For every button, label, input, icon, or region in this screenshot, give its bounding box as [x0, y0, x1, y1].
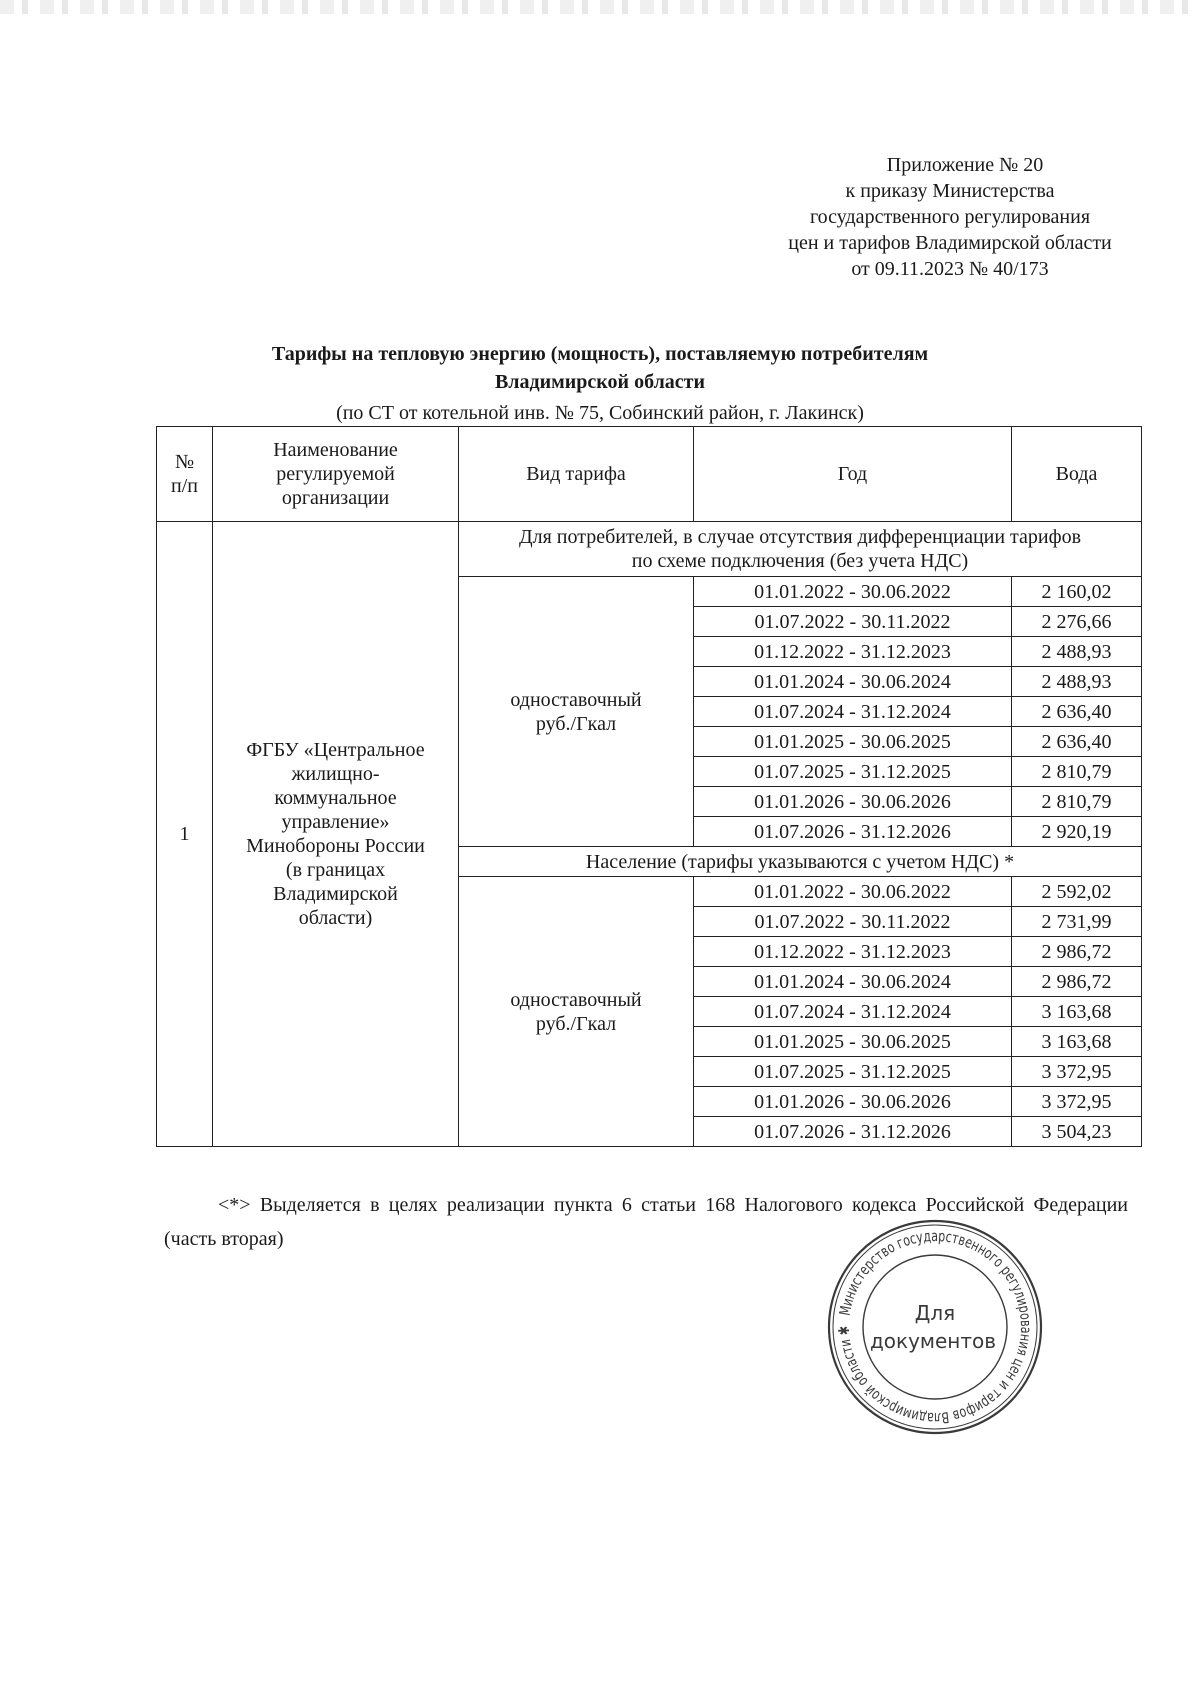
period-cell: 01.01.2026 - 30.06.2026	[694, 787, 1012, 817]
appendix-number: Приложение № 20	[886, 154, 1044, 176]
tariff-type-line-1: одноставочный	[510, 988, 642, 1011]
tariff-type-line-2: руб./Гкал	[535, 1012, 617, 1035]
period-cell: 01.12.2022 - 31.12.2023	[694, 937, 1012, 967]
header-year: Год	[694, 427, 1012, 522]
water-value-cell: 2 986,72	[1012, 937, 1142, 967]
period-cell: 01.01.2024 - 30.06.2024	[694, 967, 1012, 997]
organization-name-line: Владимирской	[273, 883, 398, 905]
organization-name-line: ФГБУ «Центральное	[246, 739, 425, 761]
water-value-cell: 2 276,66	[1012, 607, 1142, 637]
period-cell: 01.07.2026 - 31.12.2026	[694, 817, 1012, 847]
group-title-line-2: по схеме подключения (без учета НДС)	[631, 550, 969, 572]
seal-outer-ring	[829, 1221, 1041, 1433]
seal-center-line-2: документов	[869, 1329, 997, 1353]
footnote: <*> Выделяется в целях реализации пункта 6 статьи 168 Налогового кодекса Российской Федерации (часть вторая)	[164, 1194, 1128, 1250]
group-title	[459, 847, 1142, 877]
document-subtitle: (по СТ от котельной инв. № 75, Собинский район, г. Лакинск)	[336, 402, 864, 424]
period-cell: 01.07.2024 - 31.12.2024	[694, 997, 1012, 1027]
water-value-cell: 3 372,95	[1012, 1057, 1142, 1087]
tariff-type-line-1: одноставочный	[510, 688, 642, 711]
group-title	[459, 522, 1142, 577]
organization-name-line: области)	[298, 907, 373, 929]
header-number: № п/п	[157, 427, 213, 522]
water-value-cell: 2 160,02	[1012, 577, 1142, 607]
appendix-order-date: от 09.11.2023 № 40/173	[851, 258, 1049, 280]
period-cell: 01.01.2025 - 30.06.2025	[694, 1027, 1012, 1057]
water-value-cell: 3 504,23	[1012, 1117, 1142, 1147]
row-number: 1	[157, 522, 213, 1147]
period-cell: 01.01.2026 - 30.06.2026	[694, 1087, 1012, 1117]
water-value-cell: 3 163,68	[1012, 1027, 1142, 1057]
organization-name-line: жилищно-	[291, 763, 380, 785]
water-value-cell: 2 986,72	[1012, 967, 1142, 997]
organization-name-line: Минобороны России	[246, 835, 425, 857]
water-value-cell: 2 636,40	[1012, 727, 1142, 757]
period-cell: 01.07.2025 - 31.12.2025	[694, 1057, 1012, 1087]
water-value-cell: 2 488,93	[1012, 637, 1142, 667]
appendix-ministry-line: государственного регулирования	[809, 206, 1091, 228]
water-value-cell: 3 163,68	[1012, 997, 1142, 1027]
water-value-cell: 2 636,40	[1012, 697, 1142, 727]
water-value-cell: 2 731,99	[1012, 907, 1142, 937]
water-value-cell: 2 592,02	[1012, 877, 1142, 907]
water-value-cell: 3 372,95	[1012, 1087, 1142, 1117]
seal-ring-text: Министерство государственного регулирования цен и тарифов Владимирской области ✱	[834, 1226, 1036, 1428]
group-title-row	[157, 522, 1142, 577]
water-value-cell: 2 488,93	[1012, 667, 1142, 697]
document-title	[150, 340, 1050, 396]
water-value-cell: 2 810,79	[1012, 787, 1142, 817]
water-value-cell: 2 810,79	[1012, 757, 1142, 787]
period-cell: 01.01.2025 - 30.06.2025	[694, 727, 1012, 757]
appendix-ministry-line-2: цен и тарифов Владимирской области	[788, 232, 1112, 254]
period-cell: 01.01.2022 - 30.06.2022	[694, 877, 1012, 907]
period-cell: 01.07.2024 - 31.12.2024	[694, 697, 1012, 727]
period-cell: 01.07.2026 - 31.12.2026	[694, 1117, 1012, 1147]
period-cell: 01.12.2022 - 31.12.2023	[694, 637, 1012, 667]
official-seal	[824, 1216, 1046, 1438]
seal-center-line-1: Для	[914, 1301, 956, 1325]
document-title-line-1: Тарифы на тепловую энергию (мощность), поставляемую потребителям	[271, 343, 929, 365]
period-cell: 01.07.2025 - 31.12.2025	[694, 757, 1012, 787]
group-title-line-1: Для потребителей, в случае отсутствия дифференциации тарифов	[518, 526, 1082, 548]
scan-edge-artifact	[0, 0, 1200, 14]
header-water: Вода	[1012, 427, 1142, 522]
tariff-table	[156, 426, 1142, 1147]
tariff-type-line-2: руб./Гкал	[535, 712, 617, 735]
organization-name	[213, 522, 459, 1147]
water-value-cell: 2 920,19	[1012, 817, 1142, 847]
organization-name-line: коммунальное	[274, 787, 397, 809]
header-tariff-type: Вид тарифа	[459, 427, 694, 522]
period-cell: 01.07.2022 - 30.11.2022	[694, 607, 1012, 637]
period-cell: 01.01.2024 - 30.06.2024	[694, 667, 1012, 697]
organization-name-line: (в границах	[285, 859, 386, 881]
tariff-type	[459, 877, 694, 1147]
organization-name-line: управление»	[281, 811, 390, 833]
period-cell: 01.01.2022 - 30.06.2022	[694, 577, 1012, 607]
tariff-type	[459, 577, 694, 847]
seal-inner-ring	[863, 1255, 1007, 1399]
table-header-row	[157, 427, 1142, 522]
group-title-line-1: Население (тарифы указываются с учетом НДС) *	[585, 850, 1015, 873]
appendix-order-line: к приказу Министерства	[845, 180, 1055, 202]
document-title-line-2: Владимирской области	[494, 371, 706, 393]
period-cell: 01.07.2022 - 30.11.2022	[694, 907, 1012, 937]
header-organization: Наименование регулируемой организации	[213, 427, 459, 522]
appendix-header	[700, 152, 1200, 282]
